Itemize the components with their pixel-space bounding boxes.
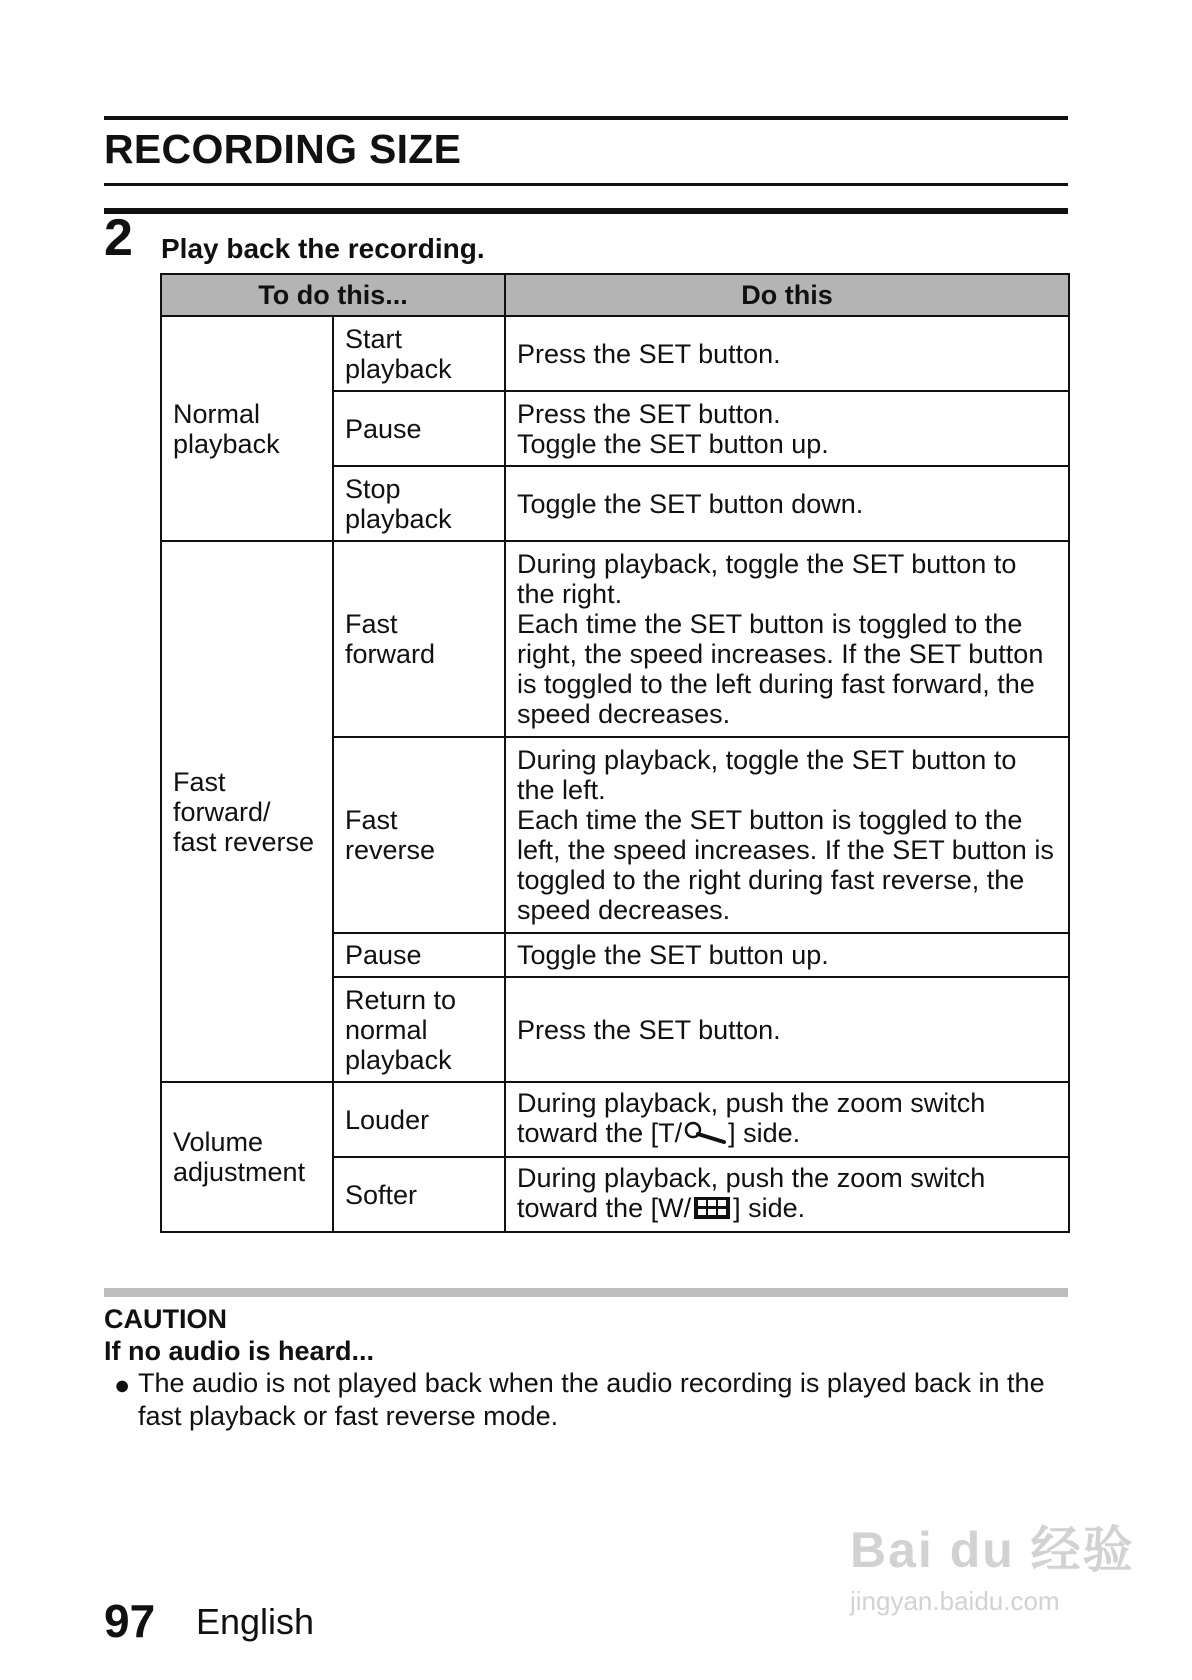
header-to-do: To do this... <box>161 274 505 316</box>
instruction-text: ] side. <box>728 1118 801 1148</box>
instruction-line: Press the SET button. <box>517 1014 781 1045</box>
instruction-cell <box>505 466 1069 541</box>
telephoto-magnifier-icon <box>684 1121 726 1151</box>
caution-bullet-text: The audio is not played back when the audio recording is played back in the fast playback or fast reverse mode. <box>138 1368 1045 1431</box>
action-cell: Pause <box>333 933 505 977</box>
instruction-line: Press the SET button. <box>517 398 781 429</box>
instruction-cell <box>505 541 1069 737</box>
instruction-line: Toggle the SET button up. <box>517 940 829 970</box>
action-cell: Louder <box>333 1082 505 1157</box>
group-label: Volume adjustment <box>161 1082 333 1232</box>
caution-divider <box>104 1288 1068 1297</box>
section-rule <box>104 208 1068 214</box>
action-cell: Start playback <box>333 316 505 391</box>
playback-table <box>160 273 1070 1233</box>
watermark-brand: Bai du 经验 <box>850 1522 1135 1578</box>
instruction-text: During playback, push the zoom switch toward the [T/ <box>517 1088 986 1148</box>
instruction-cell <box>505 933 1069 977</box>
table-row <box>161 316 1069 391</box>
caution-title: CAUTION <box>104 1304 227 1334</box>
wide-grid-icon <box>693 1196 731 1226</box>
instruction-line: During playback, toggle the SET button to the right. <box>517 549 1017 609</box>
bullet-icon: ● <box>114 1370 131 1400</box>
instruction-text: ] side. <box>733 1193 806 1223</box>
step-number: 2 <box>104 209 133 267</box>
action-cell: Pause <box>333 391 505 466</box>
caution-subtitle: If no audio is heard... <box>104 1336 375 1366</box>
action-cell: Fast reverse <box>333 737 505 933</box>
action-cell: Softer <box>333 1157 505 1232</box>
action-cell: Stop playback <box>333 466 505 541</box>
baidu-watermark <box>850 1510 1135 1617</box>
action-cell: Return to normal playback <box>333 977 505 1082</box>
top-rule <box>104 116 1068 120</box>
instruction-cell <box>505 316 1069 391</box>
instruction-cell <box>505 977 1069 1082</box>
instruction-line: Each time the SET button is toggled to the right, the speed increases. If the SET button is toggled to the left during fast forward, the speed decreases. <box>517 609 1044 729</box>
header-do-this: Do this <box>505 274 1069 316</box>
page-title: RECORDING SIZE <box>104 126 462 172</box>
instruction-line: Toggle the SET button down. <box>517 488 864 519</box>
step-text: Play back the recording. <box>161 233 485 264</box>
instruction-cell <box>505 1082 1069 1157</box>
group-label: Fast forward/ fast reverse <box>161 541 333 1082</box>
table-row <box>161 1082 1069 1157</box>
instruction-cell <box>505 737 1069 933</box>
instruction-line: Each time the SET button is toggled to the left, the speed increases. If the SET button is toggled to the right during fast reverse, the speed decreases. <box>517 805 1054 925</box>
instruction-cell <box>505 1157 1069 1232</box>
watermark-url: jingyan.baidu.com <box>850 1586 1060 1616</box>
instruction-line: Toggle the SET button up. <box>517 428 829 459</box>
instruction-line: During playback, toggle the SET button to the left. <box>517 745 1017 805</box>
instruction-line: Press the SET button. <box>517 338 781 369</box>
page-number: 97 <box>104 1595 156 1647</box>
group-label: Normal playback <box>161 316 333 541</box>
action-cell: Fast forward <box>333 541 505 737</box>
page-language: English <box>196 1601 315 1642</box>
instruction-cell <box>505 391 1069 466</box>
title-underline <box>104 183 1068 186</box>
instruction-text: During playback, push the zoom switch toward the [W/ <box>517 1163 986 1223</box>
table-header-row <box>161 274 1069 316</box>
table-row <box>161 541 1069 737</box>
